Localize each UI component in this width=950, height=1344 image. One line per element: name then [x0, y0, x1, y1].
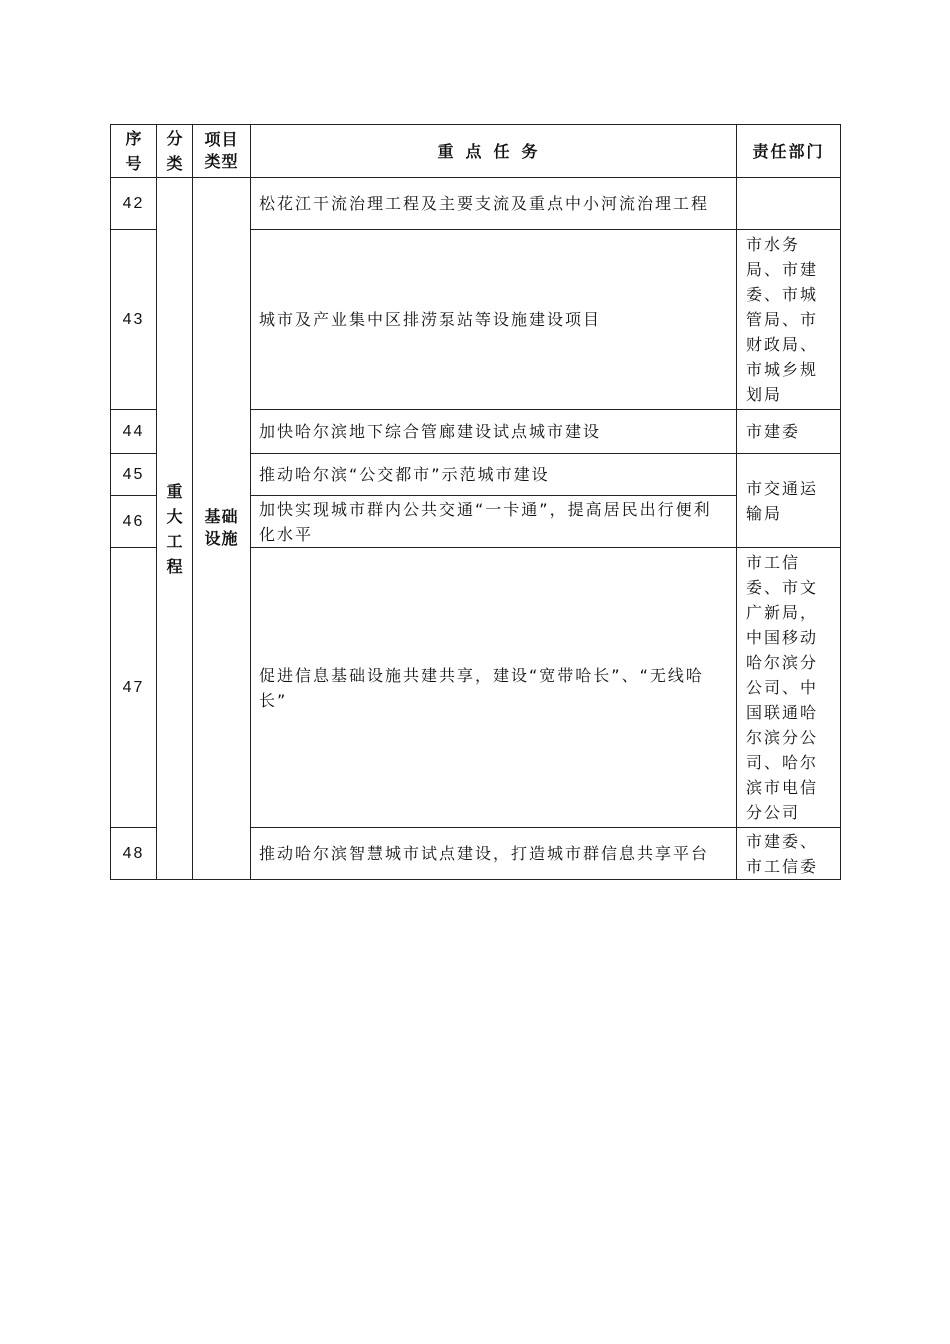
dept-cell [737, 178, 841, 230]
row-number: 48 [111, 828, 157, 880]
row-number: 46 [111, 496, 157, 548]
dept-cell: 市建委、市工信委 [737, 828, 841, 880]
row-number: 47 [111, 548, 157, 828]
row-number: 45 [111, 454, 157, 496]
table-row [111, 178, 841, 230]
task-cell: 加快哈尔滨地下综合管廊建设试点城市建设 [251, 410, 737, 454]
task-cell: 松花江干流治理工程及主要支流及重点中小河流治理工程 [251, 178, 737, 230]
task-cell: 加快实现城市群内公共交通“一卡通”，提高居民出行便利化水平 [251, 496, 737, 548]
dept-cell: 市建委 [737, 410, 841, 454]
header-project-type: 项目类型 [193, 125, 251, 178]
task-cell: 推动哈尔滨智慧城市试点建设，打造城市群信息共享平台 [251, 828, 737, 880]
row-number: 44 [111, 410, 157, 454]
task-table [110, 124, 841, 880]
row-number: 43 [111, 230, 157, 410]
task-cell: 推动哈尔滨“公交都市”示范城市建设 [251, 454, 737, 496]
header-row [111, 125, 841, 178]
dept-cell: 市交通运输局 [737, 454, 841, 548]
header-seq: 序号 [111, 125, 157, 178]
task-cell: 城市及产业集中区排涝泵站等设施建设项目 [251, 230, 737, 410]
header-dept: 责任部门 [737, 125, 841, 178]
header-task: 重点任务 [251, 125, 737, 178]
dept-cell: 市工信委、市文广新局，中国移动哈尔滨分公司、中国联通哈尔滨分公司、哈尔滨市电信分公司 [737, 548, 841, 828]
dept-cell: 市水务局、市建委、市城管局、市财政局、市城乡规划局 [737, 230, 841, 410]
row-number: 42 [111, 178, 157, 230]
category-cell: 重大工程 [157, 178, 193, 880]
header-category: 分类 [157, 125, 193, 178]
project-type-cell: 基础设施 [193, 178, 251, 880]
task-cell: 促进信息基础设施共建共享，建设“宽带哈长”、“无线哈长” [251, 548, 737, 828]
